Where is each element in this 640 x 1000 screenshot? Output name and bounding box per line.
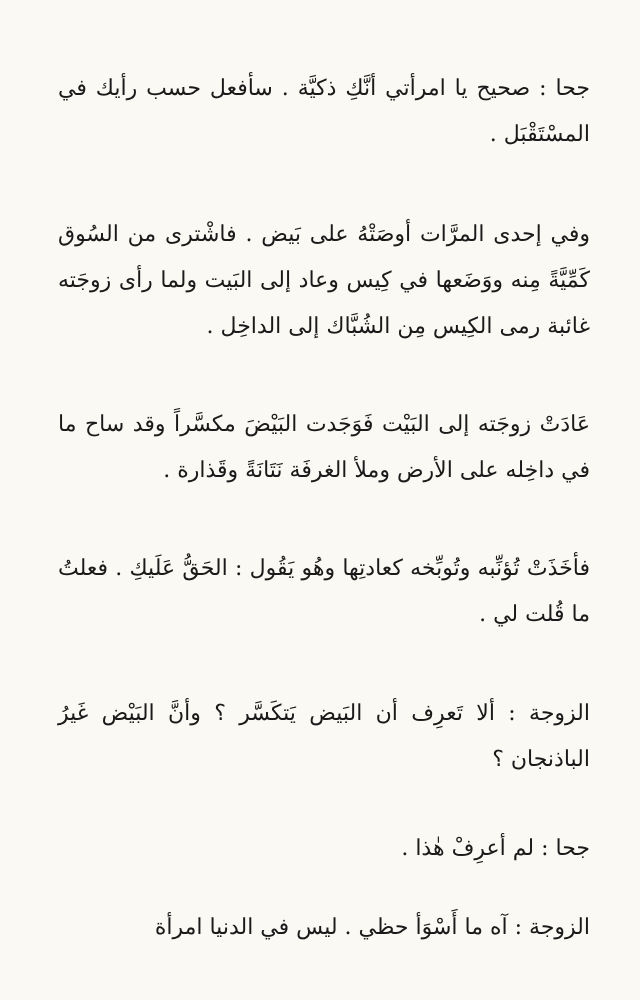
paragraph-juha-answer: جحا : لم أعرِفْ هٰذا . [401,836,590,861]
paragraph-wife-lament: الزوجة : آه ما أَسْوَأ حظي . ليس في الدنيا امرأة [154,915,590,940]
paragraph-scolding: فأخَذَتْ تُؤنِّبه وتُوبِّخه كعادتِها وهُو يَقُول : الحَقُّ عَلَيكِ . فعلتُ ما قُلت لي . [58,556,590,627]
paragraph-wife-question: الزوجة : ألا تَعرِف أن البَيض يَتكَسَّر ؟ وأنَّ البَيْض غَيرُ الباذنجان ؟ [58,701,590,772]
paragraph-juha-reply: جحا : صحيح يا امرأتي أنَّكِ ذكيَّة . سأفعل حسب رأيك في المسْتَقْبَل . [58,76,590,147]
paragraph-wife-returns: عَادَتْ زوجَته إلى البَيْت فَوَجَدت البَيْضَ مكسَّراً وقد ساح ما في داخِله على الأرض وملأ الغرفَة نَتَانَةً وقَذارة . [58,412,590,483]
paragraph-eggs-purchase: وفي إحدى المرَّات أوصَتْهُ على بَيض . فاشْترى من السُوق كَمِّيَّةً مِنه ووَضَعها في كِيس وعاد إلى البَيت ولما رأى زوجَته غائبة رمى الكِيس مِن الشُبَّاك إلى الداخِل . [58,222,590,339]
